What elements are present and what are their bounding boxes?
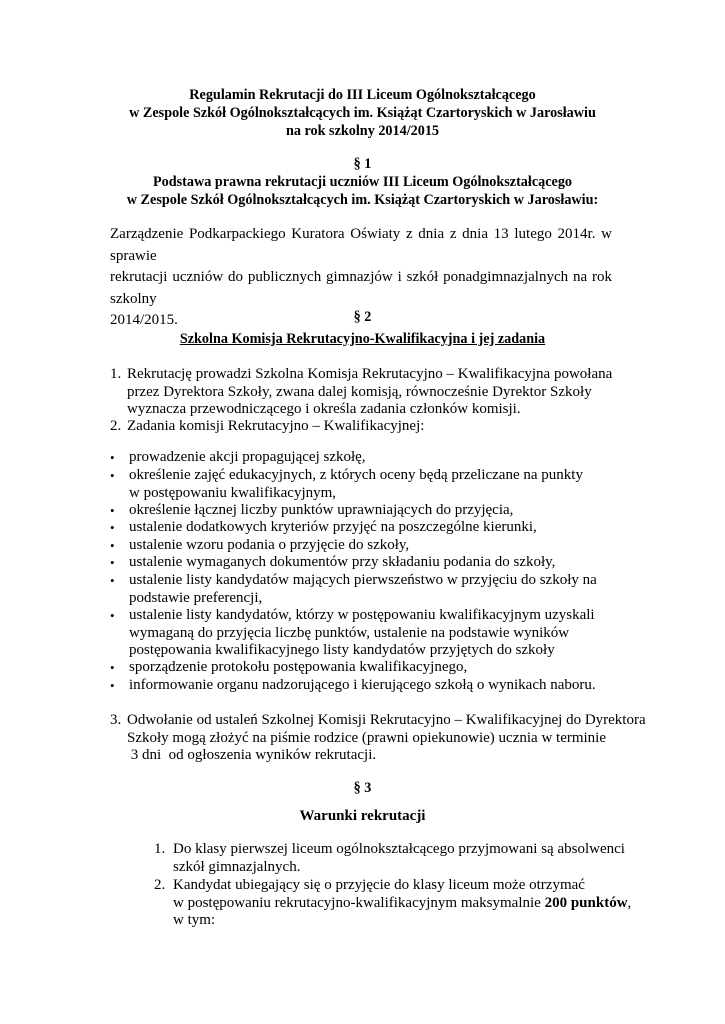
item-line: szkół gimnazjalnych. — [173, 858, 301, 875]
item-number: 2. — [110, 418, 122, 434]
item-line: w tym: — [173, 912, 216, 928]
item-number: 1. — [110, 366, 122, 382]
item-number: 2. — [154, 877, 166, 893]
title-line-2: w Zespole Szkół Ogólnokształcących im. Książąt Czartoryskich w Jarosławiu — [129, 105, 596, 121]
bullet-icon: • — [110, 520, 115, 535]
section-1-body-line-1: Zarządzenie Podkarpackiego Kuratora Oświaty z dnia z dnia 13 lutego 2014r. w sprawie — [110, 226, 612, 264]
bullet-icon: • — [110, 678, 115, 693]
section-2-mark: § 2 — [353, 309, 372, 325]
item-number: 1. — [154, 841, 166, 857]
item-line: Rekrutację prowadzi Szkolna Komisja Rekrutacyjno – Kwalifikacyjna powołana — [127, 366, 613, 382]
section-1-heading-line-2: w Zespole Szkół Ogólnokształcących im. Książąt Czartoryskich w Jarosławiu: — [126, 192, 599, 208]
item-line: Zadania komisji Rekrutacyjno – Kwalifikacyjnej: — [127, 418, 425, 434]
bullet-icon: • — [110, 573, 115, 588]
bullet-icon: • — [110, 660, 115, 675]
document-page: Regulamin Rekrutacji do III Liceum Ogólnokształcącego w Zespole Szkół Ogólnokształcących im. Książąt Czartoryskich w Jarosławiu na rok szkolny 2014/2015 § 1 Podstawa prawna rekrutacji uczniów III Liceum Ogólnokształcącego w Zespole Szkół Ogólnokształcących im. Książąt Czartoryskich w Jarosławiu: Zarządzenie Podkarpackiego Kuratora Oświaty z dnia z dnia 13 lutego 2014r. w sprawie rekrutacji uczniów do publicznych gimnazjów i szkół ponadgimnazjalnych na rok szkolny 2014/2015. § 2 Szkolna Komisja Rekrutacyjno-Kwalifikacyjna i jej zadania 1. Rekrutację prowadzi Szkolna Komisja Rekrutacyjno – Kwalifikacyjna powołana przez Dyrektora Szkoły, zwana dalej komisją, równocześnie Dyrektor Szkoły wyznacza przewodniczącego i określa zadania członków komisji. 2. Zadania komisji Rekrutacyjno – Kwalifikacyjnej: • prowadzenie akcji propagującej szkołę, • określenie zajęć edukacyjnych, z których oceny będą przeliczane na punkty w postępowaniu kwalifikacyjnym, • określenie łącznej liczby punktów uprawniających do przyjęcia, • ustalenie dodatkowych kryteriów przyjęć na poszczególne kierunki, • ustalenie wzoru podania o przyjęcie do szkoły, • ustalenie wymaganych dokumentów przy składaniu podania do szkoły, • ustalenie listy kandydatów mających pierwszeństwo w przyjęciu do szkoły na podstawie preferencji, • ustalenie listy kandydatów, którzy w postępowaniu kwalifikacyjnym uzyskali wymaganą do przyjęcia liczbę punktów, ustalenie na podstawie wyników postępowania kwalifikacyjnego listy kandydatów przyjętych do szkoły • sporządzenie protokołu postępowania kwalifikacyjnego, • informowanie organu nadzorującego i kierującego szkołą o wynikach naboru. 3. Odwołanie od ustaleń Szkolnej Komisji Rekrutacyjno – Kwalifikacyjnej do Dyrektora Szkoły mogą złożyć na piśmie rodzice (prawni opiekunowie) ucznia w terminie 3 dni od ogłoszenia wyników rekrutacji. § 3 Warunki rekrutacji 1. Do klasy pierwszej liceum ogólnokształcącego przyjmowani są absolwenci szkół gimnazjalnych. 2. Kandydat ubiegający się o przyjęcie do klasy liceum może otrzymać w postępowaniu rekrutacyjno-kwalifikacyjnym maksymalnie 200 punktów, w tym: — [0, 0, 725, 1024]
bullet-icon: • — [110, 608, 115, 623]
bullet-icon: • — [110, 538, 115, 553]
item-line: Do klasy pierwszej liceum ogólnokształcącego przyjmowani są absolwenci — [173, 841, 625, 857]
item-line — [173, 895, 631, 913]
section-3-heading: Warunki rekrutacji — [299, 808, 426, 824]
bullet-icon: • — [110, 450, 115, 465]
item-line: wyznacza przewodniczącego i określa zadania członków komisji. — [127, 401, 521, 417]
points-value: 200 punktów — [544, 894, 628, 911]
item-line: Kandydat ubiegający się o przyjęcie do klasy liceum może otrzymać — [173, 877, 585, 893]
section-1-heading-line-1: Podstawa prawna rekrutacji uczniów III Liceum Ogólnokształcącego — [152, 174, 573, 190]
section-1-body-line-2: rekrutacji uczniów do publicznych gimnazjów i szkół ponadgimnazjalnych na rok szkolny — [110, 269, 612, 307]
title-line-3: na rok szkolny 2014/2015 — [285, 123, 440, 139]
title-line-1: Regulamin Rekrutacji do III Liceum Ogólnokształcącego — [189, 87, 536, 103]
section-3-mark: § 3 — [353, 780, 372, 796]
document-title — [0, 86, 725, 140]
item-line-text: w postępowaniu rekrutacyjno-kwalifikacyjnym maksymalnie — [173, 894, 545, 911]
item-line: przez Dyrektora Szkoły, zwana dalej komisją, równocześnie Dyrektor Szkoły — [127, 383, 592, 400]
section-2-heading: Szkolna Komisja Rekrutacyjno-Kwalifikacyjna i jej zadania — [179, 331, 546, 347]
bullet-icon: • — [110, 555, 115, 570]
item-line: Odwołanie od ustaleń Szkolnej Komisji Rekrutacyjno – Kwalifikacyjnej do Dyrektora — [127, 712, 646, 728]
item-line-text: , — [627, 894, 632, 911]
section-1-body-line-3: 2014/2015. — [110, 312, 178, 328]
bullet-icon: • — [110, 468, 115, 483]
item-line: 3 dni od ogłoszenia wyników rekrutacji. — [127, 747, 377, 763]
section-1-mark: § 1 — [353, 156, 372, 172]
bullet-icon: • — [110, 503, 115, 518]
item-number: 3. — [110, 712, 122, 728]
item-line: Szkoły mogą złożyć na piśmie rodzice (prawni opiekunowie) ucznia w terminie — [127, 729, 607, 746]
section-1-heading — [0, 155, 725, 209]
